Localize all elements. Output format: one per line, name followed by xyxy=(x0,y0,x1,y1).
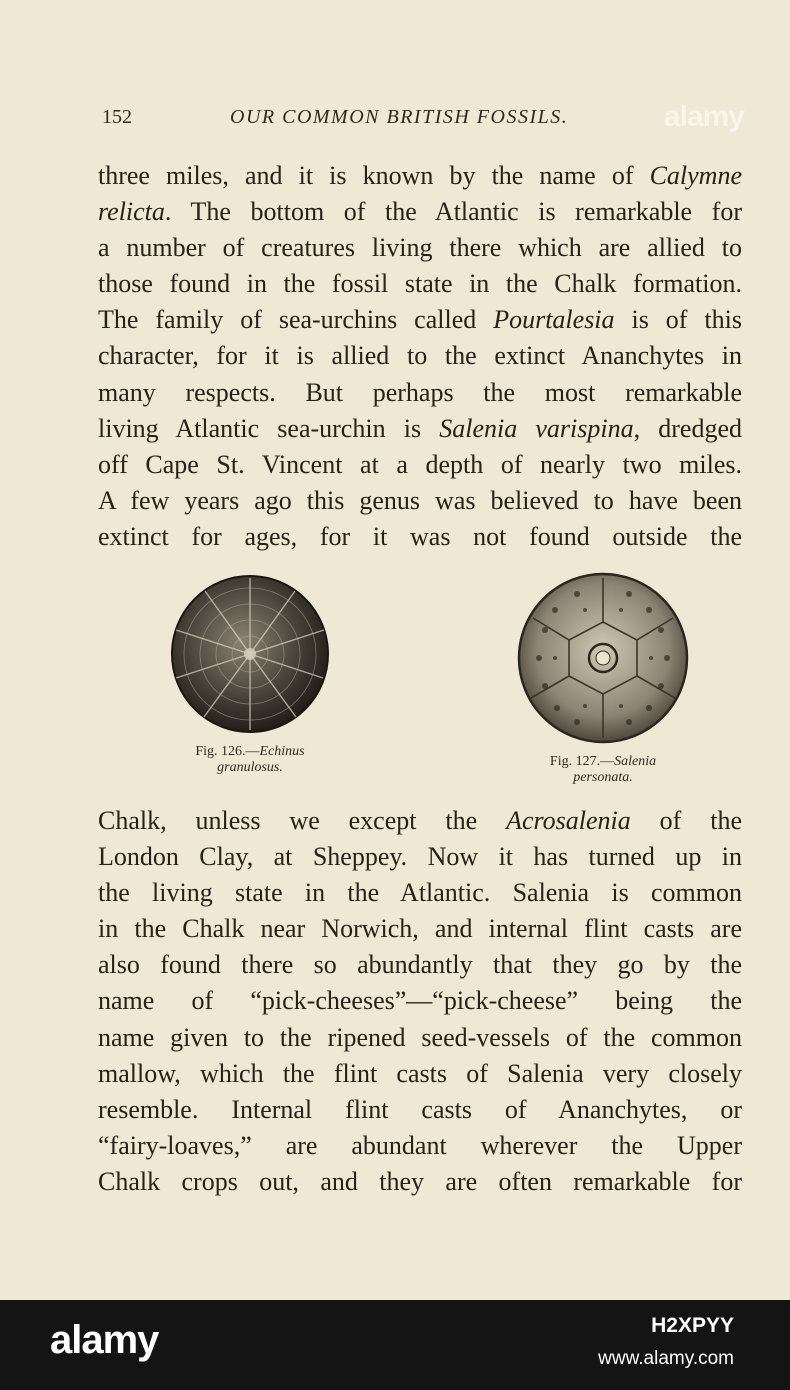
species-name: Pourtalesia xyxy=(493,305,615,335)
text-run: of the xyxy=(630,806,743,835)
text-line xyxy=(98,338,742,374)
text-run: London Clay, at Sheppey. Now it has turned up in xyxy=(98,842,742,872)
text-run: name of “pick-cheeses”—“pick-cheese” being the xyxy=(98,986,742,1016)
text-line xyxy=(98,194,742,230)
salenia-fossil-illustration xyxy=(515,570,691,746)
figure-127-species: personata. xyxy=(573,770,633,785)
species-name: relicta xyxy=(98,197,165,227)
text-run: those found in the fossil state in the Chalk formation. xyxy=(98,269,742,299)
text-run: The family of sea-urchins called xyxy=(98,305,494,335)
text-line xyxy=(98,411,742,447)
text-run: Chalk crops out, and they are often remarkable for xyxy=(98,1166,742,1196)
text-run: off Cape St. Vincent at a depth of nearly two miles. xyxy=(98,449,742,479)
text-line xyxy=(98,519,742,555)
running-title: OUR COMMON BRITISH FOSSILS. xyxy=(230,106,569,128)
text-run: living Atlantic sea-urchin is xyxy=(98,413,440,443)
text-line xyxy=(98,1128,742,1164)
figure-126-caption xyxy=(145,744,355,776)
text-line xyxy=(98,230,742,266)
figure-127-caption xyxy=(498,754,708,786)
text-run: “fairy-loaves,” are abundant wherever the Upper xyxy=(98,1130,742,1160)
figure-126 xyxy=(145,572,355,776)
text-line xyxy=(98,839,742,875)
text-run: in the Chalk near Norwich, and internal flint casts are xyxy=(98,914,742,944)
watermark-logo: alamy xyxy=(663,100,744,133)
text-run: also found there so abundantly that they go by the xyxy=(98,950,742,980)
watermark-footer xyxy=(0,1300,790,1390)
text-line xyxy=(98,911,742,947)
text-run: A few years ago this genus was believed to have been xyxy=(98,485,742,515)
text-run: three miles, and it is known by the name of xyxy=(98,161,650,190)
species-name: Acrosalenia xyxy=(506,806,631,835)
text-line xyxy=(98,803,742,839)
figure-127 xyxy=(498,570,708,786)
text-run: resemble. Internal flint casts of Ananchytes, or xyxy=(98,1094,742,1124)
page-number: 152 xyxy=(102,106,132,128)
text-run: is of this xyxy=(614,305,742,335)
text-line xyxy=(98,266,742,302)
text-run: a number of creatures living there which are allied to xyxy=(98,233,742,263)
text-run: . The bottom of the Atlantic is remarkable for xyxy=(164,197,742,227)
text-run: the living state in the Atlantic. Salenia is common xyxy=(98,878,742,908)
text-run: , dredged xyxy=(633,413,743,443)
figure-126-genus: Echinus xyxy=(259,744,305,759)
text-run: name given to the ripened seed-vessels of the common xyxy=(98,1022,742,1052)
upper-paragraph xyxy=(98,158,742,555)
species-name: Calymne xyxy=(649,161,742,190)
text-line xyxy=(98,947,742,983)
figure-127-genus: Salenia xyxy=(614,754,657,769)
text-line xyxy=(98,1020,742,1056)
text-line xyxy=(98,1056,742,1092)
text-line xyxy=(98,1164,742,1200)
image-id: H2XPYY xyxy=(651,1314,734,1337)
figure-126-label: Fig. 126.— xyxy=(195,744,260,759)
running-head xyxy=(98,106,742,136)
text-line xyxy=(98,483,742,519)
text-run: mallow, which the flint casts of Salenia very closely xyxy=(98,1058,742,1088)
site-url: www.alamy.com xyxy=(598,1348,734,1369)
text-run: Chalk, unless we except the xyxy=(98,806,507,835)
text-line xyxy=(98,375,742,411)
text-line xyxy=(98,983,742,1019)
lower-paragraph xyxy=(98,803,742,1200)
text-line xyxy=(98,302,742,338)
text-run: extinct for ages, for it was not found outside the xyxy=(98,521,742,551)
echinus-fossil-illustration xyxy=(168,572,332,736)
species-name: Salenia varispina xyxy=(439,413,634,443)
text-line xyxy=(98,447,742,483)
text-line xyxy=(98,158,742,194)
footer-logo: alamy xyxy=(50,1318,159,1362)
text-line xyxy=(98,875,742,911)
text-line xyxy=(98,1092,742,1128)
figure-127-label: Fig. 127.— xyxy=(549,754,615,769)
text-run: character, for it is allied to the extinct Ananchytes in xyxy=(98,341,742,371)
figure-126-species: granulosus. xyxy=(217,760,283,775)
text-run: many respects. But perhaps the most remarkable xyxy=(98,377,742,407)
